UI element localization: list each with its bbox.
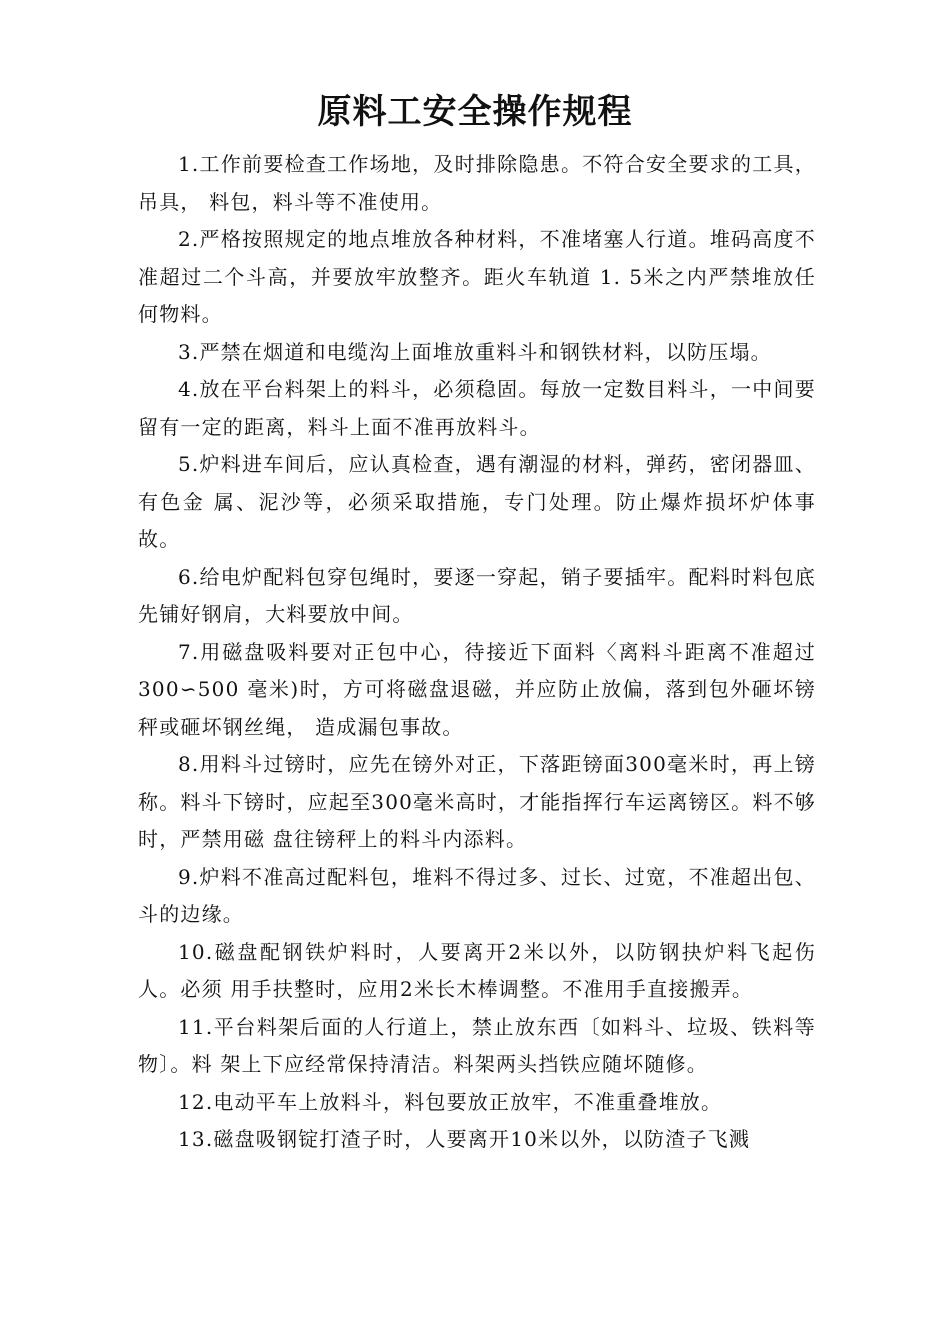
rule-item-10: 10.磁盘配钢铁炉料时，人要离开2米以外，以防钢抉炉料飞起伤人。必须 用手扶整时，应用2米长木棒调整。不准用手直接搬弄。 bbox=[138, 939, 816, 1001]
rule-item-1: 1.工作前要检查工作场地，及时排除隐患。不符合安全要求的工具，吊具， 料包，料斗等不准使用。 bbox=[138, 152, 816, 214]
rules-body bbox=[138, 146, 816, 1159]
rule-item-12: 12.电动平车上放料斗，料包要放正放牢，不准重叠堆放。 bbox=[178, 1089, 723, 1114]
rule-item-6: 6.给电炉配料包穿包绳时，要逐一穿起，销子要插牢。配料时料包底先铺好钢肩，大料要放中间。 bbox=[138, 564, 816, 626]
rule-item-11: 11.平台料架后面的人行道上，禁止放东西〔如料斗、垃圾、铁料等物〕。料 架上下应经常保持清洁。料架两头挡铁应随坏随修。 bbox=[138, 1014, 816, 1076]
rule-item-5: 5.炉料进车间后，应认真检查，遇有潮湿的材料，弹药，密闭器皿、有色金 属、泥沙等，必须采取措施，专门处理。防止爆炸损坏炉体事故。 bbox=[138, 452, 816, 551]
rule-item-13: 13.磁盘吸钢锭打渣子时，人要离开10米以外，以防渣子飞溅 bbox=[178, 1127, 751, 1151]
rule-item-4: 4.放在平台料架上的料斗，必须稳固。每放一定数目料斗，一中间要留有一定的距离，料斗上面不准再放料斗。 bbox=[138, 377, 816, 439]
rule-item-8: 8.用料斗过镑时，应先在镑外对正，下落距镑面300毫米时，再上镑称。料斗下镑时，应起至300毫米高时，才能指挥行车运离镑区。料不够时，严禁用磁 盘往镑秤上的料斗内添料。 bbox=[138, 752, 816, 851]
rule-item-2: 2.严格按照规定的地点堆放各种材料，不准堵塞人行道。堆码高度不准超过二个斗高，并要放牢放整齐。距火车轨道 1. 5米之内严禁堆放任何物料。 bbox=[138, 227, 816, 326]
rule-item-3: 3.严禁在烟道和电缆沟上面堆放重料斗和钢铁材料，以防压塌。 bbox=[178, 339, 772, 364]
document-title: 原料工安全操作规程 bbox=[317, 92, 633, 132]
rule-item-9: 9.炉料不准高过配料包，堆料不得过多、过长、过宽，不准超出包、斗的边缘。 bbox=[138, 864, 816, 926]
rule-item-7: 7.用磁盘吸料要对正包中心，待接近下面料〈离料斗距离不准超过300∽500 毫米)时，方可将磁盘退磁，并应防止放偏，落到包外砸坏镑秤或砸坏钢丝绳， 造成漏包事故。 bbox=[138, 639, 816, 739]
